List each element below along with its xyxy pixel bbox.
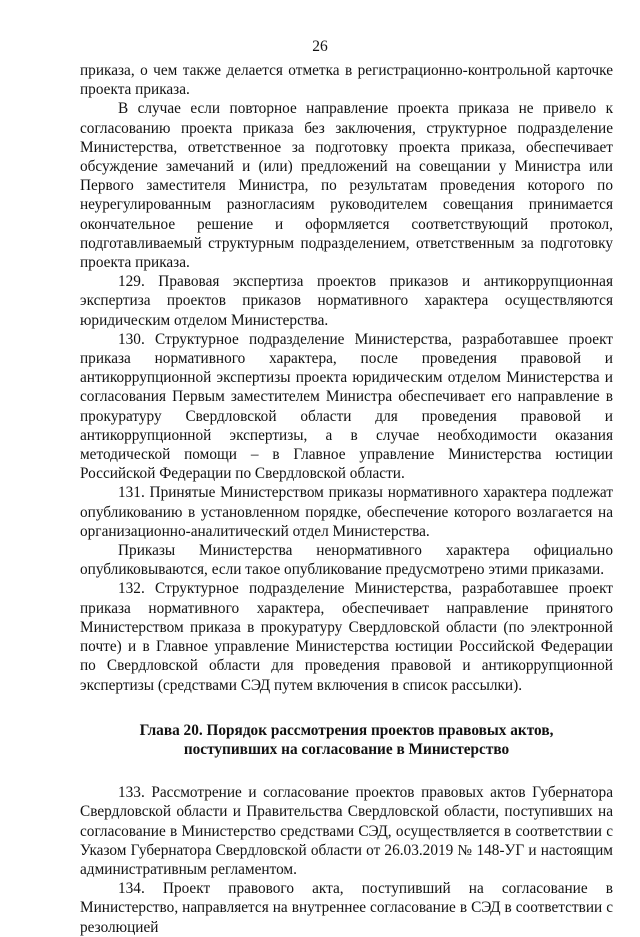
section-after-heading xyxy=(80,783,613,937)
chapter-heading xyxy=(80,721,613,759)
paragraph: 131. Принятые Министерством приказы нормативного характера подлежат опубликованию в установленном порядке, обеспечение которого возлагается на организационно-аналитический отдел Министерства. xyxy=(80,484,613,540)
page-number: 26 xyxy=(312,38,328,55)
paragraph: 133. Рассмотрение и согласование проектов правовых актов Губернатора Свердловской области и Правительства Свердловской области, поступивших на согласование в Министерство средствами СЭД, осуществляется в соответствии с Указом Губернатора Свердловской области от 26.03.2019 № 148-УГ и настоящим административным регламентом. xyxy=(80,784,613,878)
paragraph: Приказы Министерства ненормативного характера официально опубликовываются, если такое опубликование предусмотрено этими приказами. xyxy=(80,542,613,579)
paragraph: 129. Правовая экспертиза проектов приказов и антикоррупционная экспертиза проектов приказов нормативного характера осуществляются юридическим отделом Министерства. xyxy=(80,273,613,329)
document-body xyxy=(80,61,613,937)
paragraph: 134. Проект правового акта, поступивший на согласование в Министерство, направляется на внутреннее согласование в СЭД в соответствии с резолюцией xyxy=(80,880,613,936)
paragraph: приказа, о чем также делается отметка в регистрационно-контрольной карточке проекта приказа. xyxy=(80,62,613,99)
chapter-heading-line: поступивших на согласование в Министерство xyxy=(183,740,510,758)
paragraph: 132. Структурное подразделение Министерства, разработавшее проект приказа нормативного характера, обеспечивает направление принятого Министерством приказа в прокуратуру Свердловской области (по электронной почте) и в Главное управление Министерства юстиции Российской Федерации по Свердловской области для проведения правовой и антикоррупционной экспертизы (средствами СЭД путем включения в список рассылки). xyxy=(80,580,613,694)
paragraph: В случае если повторное направление проекта приказа не привело к согласованию проекта приказа без заключения, структурное подразделение Министерства, ответственное за подготовку проекта приказа, обеспечивает обсуждение замечаний и (или) предложений на совещании у Министра или Первого заместителя Министра, по результатам проведения которого по неурегулированным разногласиям руководителем совещания принимается окончательное решение и оформляется соответствующий протокол, подготавливаемый структурным подразделением, ответственным за подготовку проекта приказа. xyxy=(80,100,613,272)
paragraph: 130. Структурное подразделение Министерства, разработавшее проект приказа нормативного характера, после проведения правовой и антикоррупционной экспертизы проекта юридическим отделом Министерства и согласования Первым заместителем Министра обеспечивает его направление в прокуратуру Свердловской области для проведения правовой и антикоррупционной экспертизы, а в случае необходимости оказания методической помощи – в Главное управление Министерства юстиции Российской Федерации по Свердловской области. xyxy=(80,330,613,483)
section-before-heading xyxy=(80,61,613,695)
chapter-heading-line: Глава 20. Порядок рассмотрения проектов правовых актов, xyxy=(139,721,554,739)
